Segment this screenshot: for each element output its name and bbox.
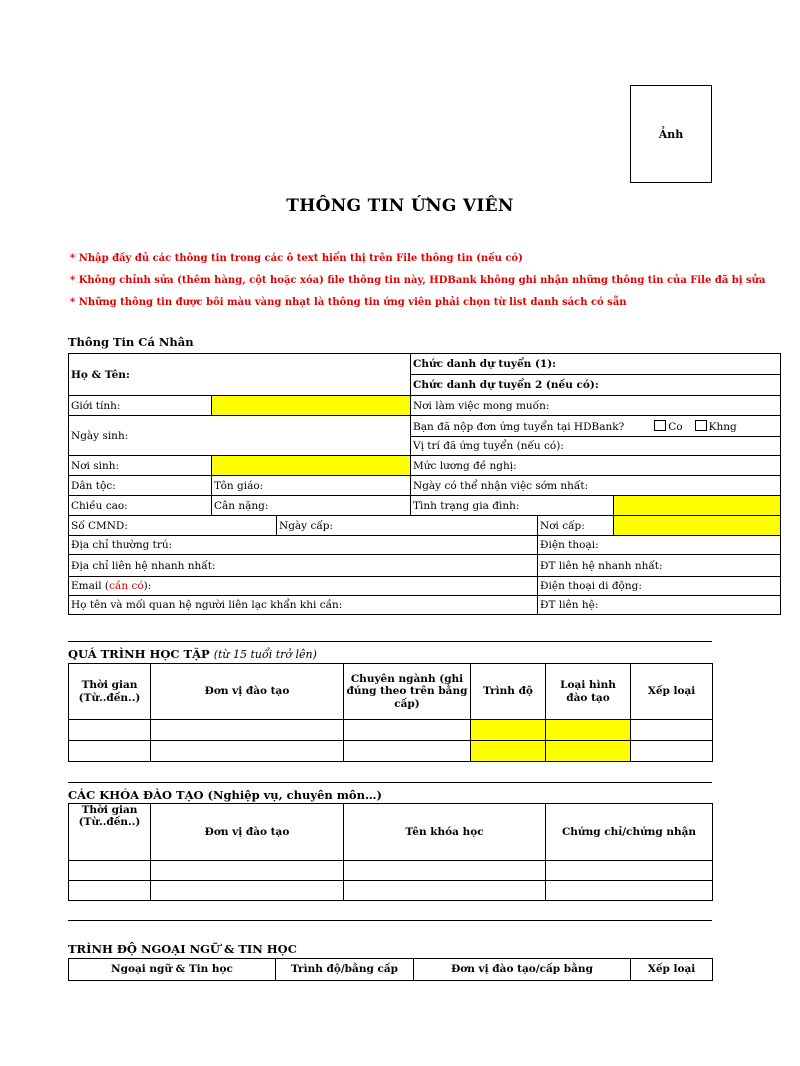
table-row [69,741,713,762]
table-cell[interactable] [69,881,151,901]
table-cell[interactable] [151,720,344,741]
table-cell[interactable] [546,861,713,881]
lang-col-grade: Xếp loại [631,959,713,981]
table-cell[interactable] [344,741,471,762]
edu-col-level: Trình độ [471,664,546,720]
height-field[interactable]: Chiều cao: [69,496,212,516]
applied-position-field[interactable]: Vị trí đã ứng tuyển (nếu có): [411,437,781,456]
languages-table [68,958,713,981]
type-select[interactable] [546,720,631,741]
languages-heading: TRÌNH ĐỘ NGOẠI NGỮ & TIN HỌC [68,942,297,956]
divider [68,641,712,642]
level-select[interactable] [471,741,546,762]
email-field[interactable]: Email (cần có): [69,577,538,596]
edu-col-institution: Đơn vị đào tạo [151,664,344,720]
page-title: THÔNG TIN ỨNG VIÊN [286,196,514,216]
gender-label: Giới tính: [69,396,212,416]
table-row [69,881,713,901]
instruction-note-3: * Những thông tin được bôi màu vàng nhạt là thông tin ứng viên phải chọn từ list danh sách có sẵn [70,297,627,308]
education-heading: QUÁ TRÌNH HỌC TẬP (từ 15 tuổi trở lên) [68,647,317,661]
contact-address-field[interactable]: Địa chỉ liên hệ nhanh nhất: [69,555,538,577]
no-checkbox[interactable] [695,420,707,431]
marital-status-label: Tình trạng gia đình: [411,496,614,516]
table-cell[interactable] [631,720,713,741]
table-row [69,861,713,881]
personal-heading: Thông Tin Cá Nhân [68,335,194,349]
expected-salary-field[interactable]: Mức lương đề nghị: [411,456,781,476]
start-date-field[interactable]: Ngày có thể nhận việc sớm nhất: [411,476,781,496]
table-cell[interactable] [151,881,344,901]
course-col-certificate: Chứng chỉ/chứng nhận [546,804,713,861]
phone-field[interactable]: Điện thoại: [538,536,781,555]
permanent-address-field[interactable]: Địa chỉ thường trú: [69,536,538,555]
personal-info-table [68,353,781,615]
dob-field[interactable]: Ngày sinh: [69,416,411,456]
religion-field[interactable]: Tôn giáo: [212,476,411,496]
photo-box [630,85,712,183]
work-location-field[interactable]: Nơi làm việc mong muốn: [411,396,781,416]
lang-col-institution: Đơn vị đào tạo/cấp bằng [414,959,631,981]
courses-table [68,803,713,901]
instruction-note-2: * Không chỉnh sửa (thêm hàng, cột hoặc xóa) file thông tin này, HDBank không ghi nhận những thông tin của File đã bị sửa [70,275,766,286]
email-required-note: cần có [109,580,144,592]
instruction-note-1: * Nhập đầy đủ các thông tin trong các ô text hiển thị trên File thông tin (nếu có) [70,253,523,264]
birthplace-select[interactable] [212,456,411,476]
courses-heading: CÁC KHÓA ĐÀO TẠO (Nghiệp vụ, chuyên môn…) [68,788,382,802]
issue-date-field[interactable]: Ngày cấp: [277,516,538,536]
photo-label: Ảnh [658,127,684,141]
course-col-time: Thời gian (Từ..đến..) [69,804,151,861]
full-name-field[interactable]: Họ & Tên: [69,354,411,396]
quick-contact-phone-field[interactable]: ĐT liên hệ nhanh nhất: [538,555,781,577]
weight-field[interactable]: Cân nặng: [212,496,411,516]
table-cell[interactable] [151,741,344,762]
edu-col-type: Loại hình đào tạo [546,664,631,720]
emergency-phone-field[interactable]: ĐT liên hệ: [538,596,781,615]
issue-place-label: Nơi cấp: [538,516,614,536]
gender-select[interactable] [212,396,411,416]
table-cell[interactable] [151,861,344,881]
table-cell[interactable] [344,881,546,901]
birthplace-label: Nơi sinh: [69,456,212,476]
divider [68,920,712,921]
lang-col-level: Trình độ/bằng cấp [276,959,414,981]
table-cell[interactable] [546,881,713,901]
type-select[interactable] [546,741,631,762]
id-number-field[interactable]: Số CMND: [69,516,277,536]
edu-col-grade: Xếp loại [631,664,713,720]
table-row [69,720,713,741]
edu-col-major: Chuyên ngành (ghi đúng theo trên bằng cấp) [344,664,471,720]
table-cell[interactable] [69,861,151,881]
yes-checkbox[interactable] [654,420,666,431]
course-col-name: Tên khóa học [344,804,546,861]
course-col-institution: Đơn vị đào tạo [151,804,344,861]
position-1-field[interactable]: Chức danh dự tuyển (1): [411,354,781,375]
edu-col-time: Thời gian (Từ..đến..) [69,664,151,720]
education-table [68,663,713,762]
emergency-contact-field[interactable]: Họ tên và mối quan hệ người liên lạc khẩn khi cần: [69,596,538,615]
mobile-phone-field[interactable]: Điện thoại di động: [538,577,781,596]
table-cell[interactable] [69,741,151,762]
table-cell[interactable] [344,720,471,741]
table-cell[interactable] [69,720,151,741]
applied-before-field: Bạn đã nộp đơn ứng tuyển tại HDBank? Co Khng [411,416,781,437]
table-cell[interactable] [631,741,713,762]
level-select[interactable] [471,720,546,741]
position-2-field[interactable]: Chức danh dự tuyển 2 (nếu có): [411,375,781,396]
marital-status-select[interactable] [614,496,781,516]
issue-place-select[interactable] [614,516,781,536]
lang-col-subject: Ngoại ngữ & Tin học [69,959,276,981]
table-cell[interactable] [344,861,546,881]
ethnicity-field[interactable]: Dân tộc: [69,476,212,496]
divider [68,782,712,783]
